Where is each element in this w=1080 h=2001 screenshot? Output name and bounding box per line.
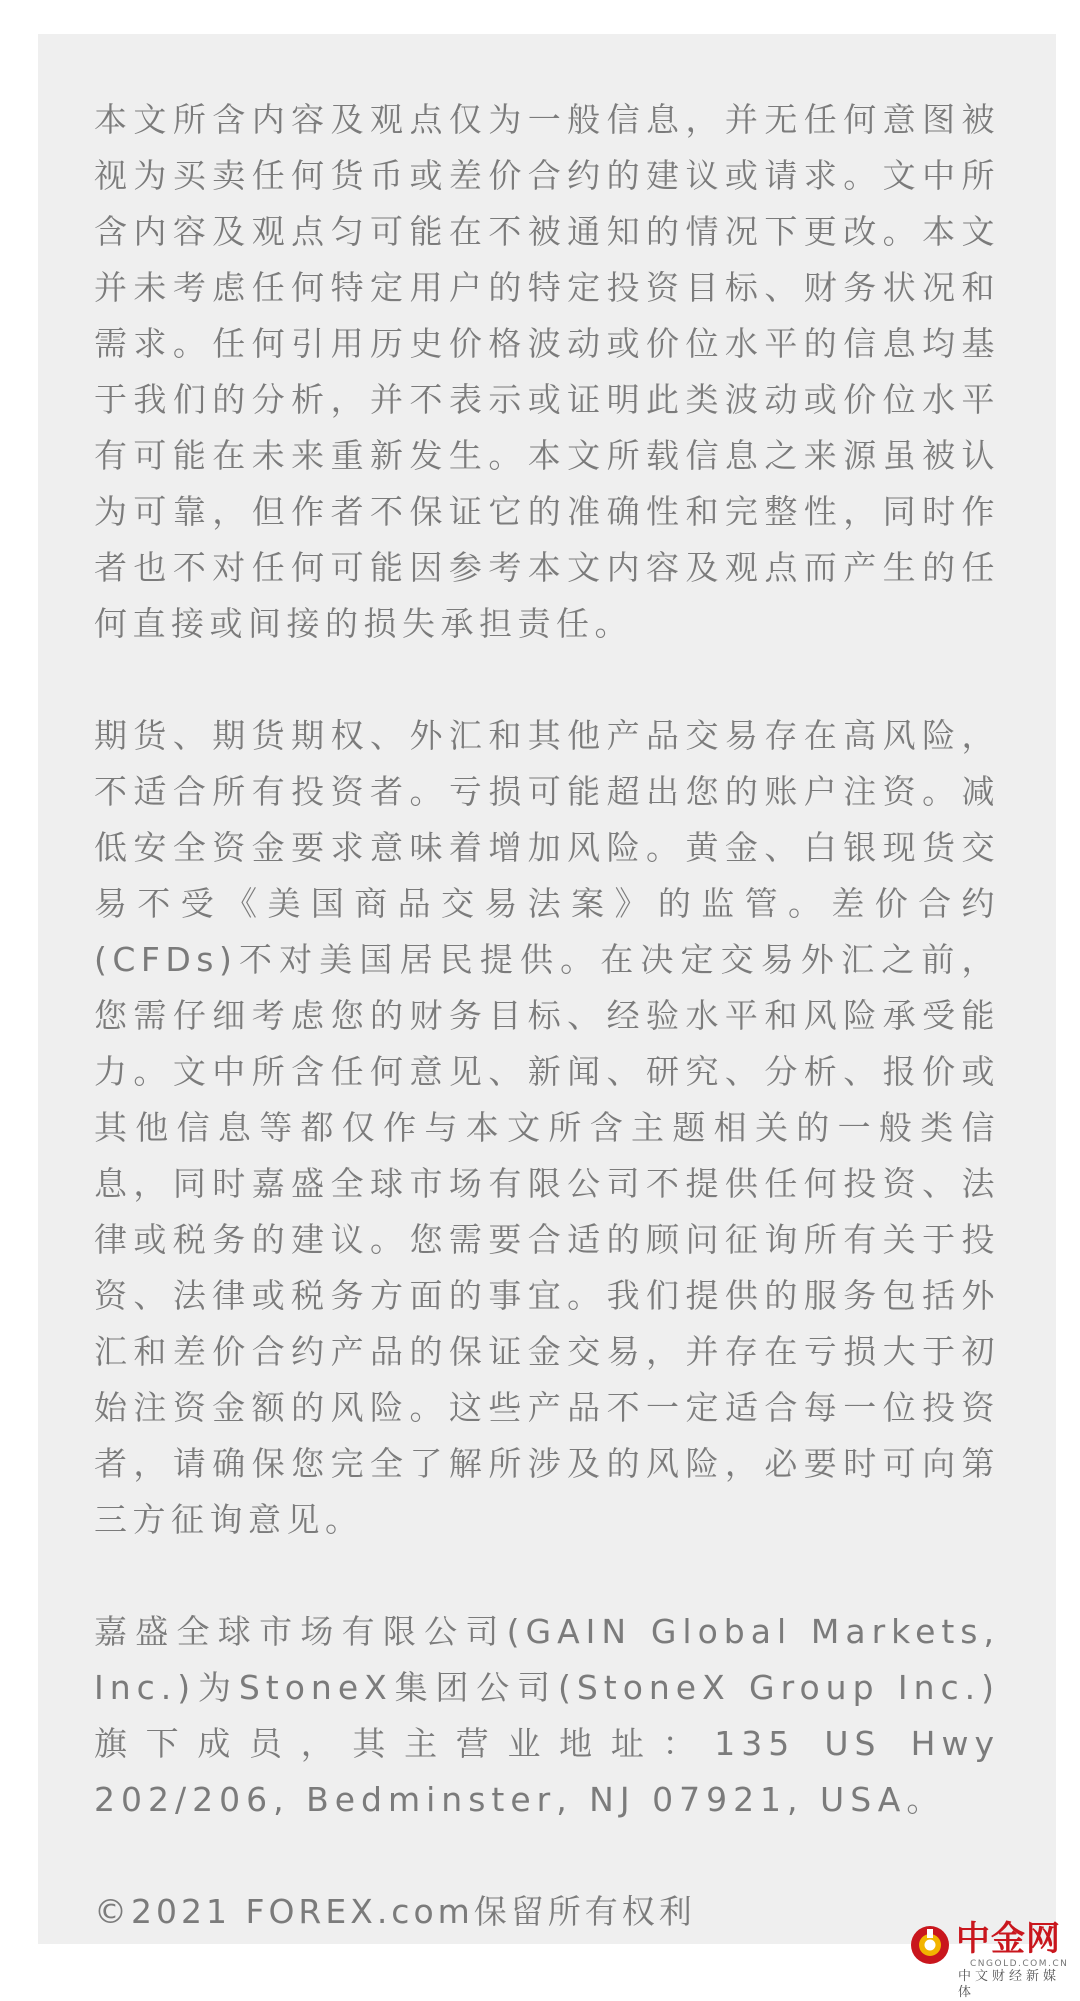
cngold-logo-icon (910, 1925, 950, 1965)
disclaimer-paragraph-company: 嘉盛全球市场有限公司(GAIN Global Markets, Inc.)为StoneX集团公司(StoneX Group Inc.)旗下成员，其主营业地址：135 US Hwy 202/206, Bedminster, NJ 07921, USA。 (94, 1612, 1000, 1819)
watermark-tagline: 中文财经新媒体 (958, 1969, 1061, 2000)
disclaimer-content (94, 92, 1000, 1940)
disclaimer-paragraph-general: 本文所含内容及观点仅为一般信息，并无任何意图被视为买卖任何货币或差价合约的建议或请求。文中所含内容及观点匀可能在不被通知的情况下更改。本文并未考虑任何特定用户的特定投资目标、财务状况和需求。任何引用历史价格波动或价位水平的信息均基于我们的分析，并不表示或证明此类波动或价位水平有可能在未来重新发生。本文所载信息之来源虽被认为可靠，但作者不保证它的准确性和完整性，同时作者也不对任何可能因参考本文内容及观点而产生的任何直接或间接的损失承担责任。 (94, 100, 1000, 643)
watermark (910, 1919, 1069, 2000)
disclaimer-card (38, 34, 1056, 1944)
copyright-text: ©2021 FOREX.com保留所有权利 (94, 1892, 696, 1931)
disclaimer-paragraph-risk: 期货、期货期权、外汇和其他产品交易存在高风险，不适合所有投资者。亏损可能超出您的账户注资。减低安全资金要求意味着增加风险。黄金、白银现货交易不受《美国商品交易法案》的监管。差价合约(CFDs)不对美国居民提供。在决定交易外汇之前，您需仔细考虑您的财务目标、经验水平和风险承受能力。文中所含任何意见、新闻、研究、分析、报价或其他信息等都仅作与本文所含主题相关的一般类信息，同时嘉盛全球市场有限公司不提供任何投资、法律或税务的建议。您需要合适的顾问征询所有关于投资、法律或税务方面的事宜。我们提供的服务包括外汇和差价合约产品的保证金交易，并存在亏损大于初始注资金额的风险。这些产品不一定适合每一位投资者，请确保您完全了解所涉及的风险，必要时可向第三方征询意见。 (94, 716, 1000, 1539)
watermark-title: 中金网 (956, 1919, 1061, 1959)
watermark-domain: CNGOLD.COM.CN (970, 1959, 1069, 1969)
